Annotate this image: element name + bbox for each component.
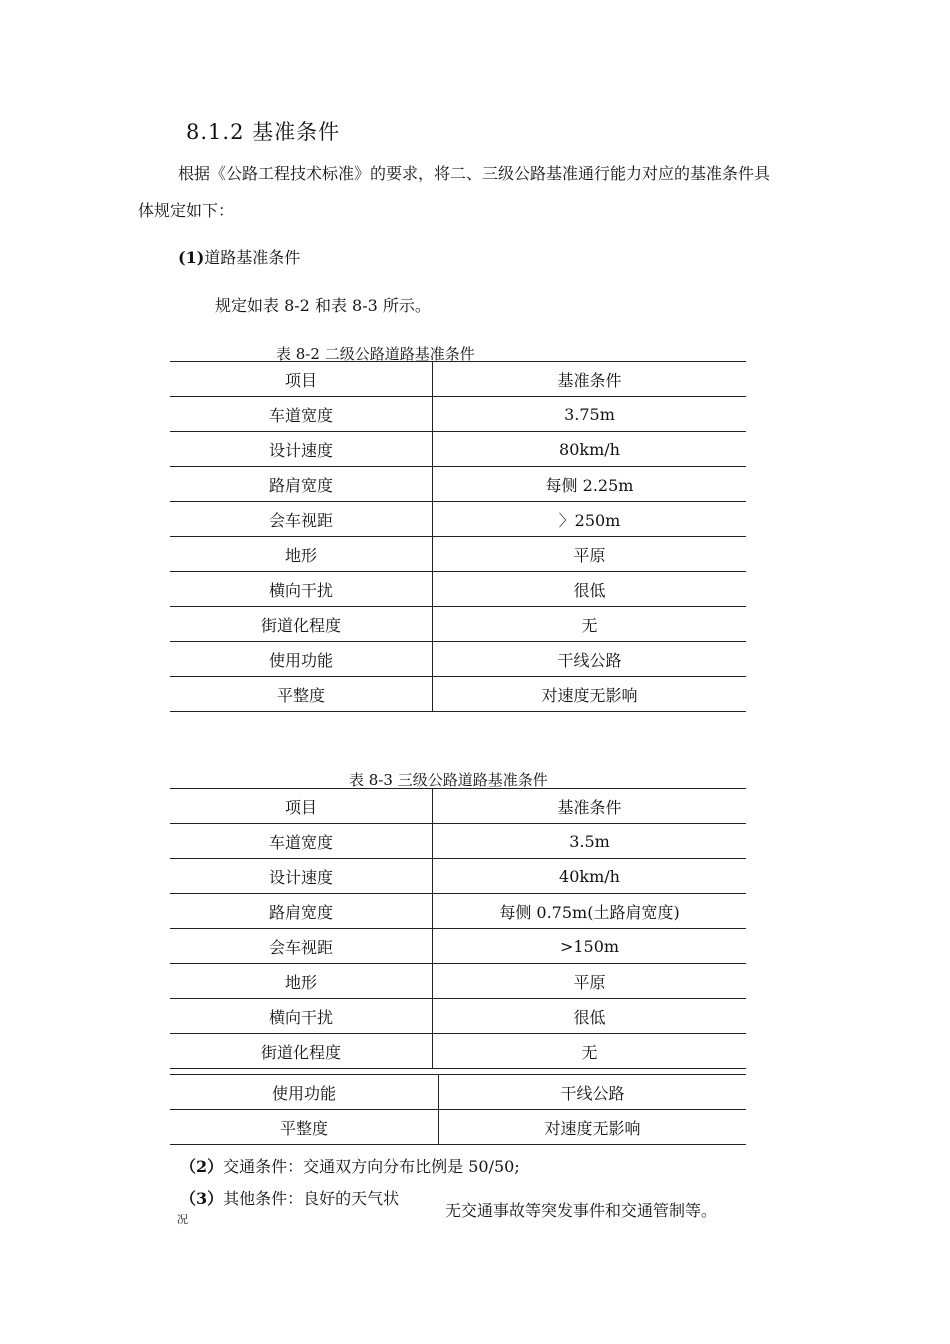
cell-condition: 每侧 2.25m — [433, 467, 747, 502]
cell-item: 平整度 — [170, 677, 433, 712]
road-conditions-title: 道路基准条件 — [204, 248, 301, 267]
other-conditions — [180, 1188, 399, 1210]
table-row — [170, 642, 746, 677]
table-row — [170, 537, 746, 572]
cell-item: 平整度 — [170, 1110, 439, 1145]
table-row — [170, 502, 746, 537]
traffic-conditions-text: 交通条件：交通双方向分布比例是 50/50; — [223, 1157, 520, 1176]
cell-condition: 80km/h — [433, 432, 747, 467]
table-82 — [170, 361, 746, 712]
other-conditions-text-part1: 其他条件：良好的天气状 — [223, 1189, 400, 1208]
cell-item: 使用功能 — [170, 1075, 439, 1110]
table-row — [170, 432, 746, 467]
cell-item: 路肩宽度 — [170, 467, 433, 502]
table-row — [170, 929, 746, 964]
table-row — [170, 859, 746, 894]
road-conditions-number: (1) — [178, 248, 205, 267]
table-row — [170, 607, 746, 642]
intro-line-2: 体规定如下： — [138, 201, 235, 220]
cell-condition: 对速度无影响 — [433, 677, 747, 712]
table-row — [170, 677, 746, 712]
road-conditions-desc: 规定如表 8-2 和表 8-3 所示。 — [215, 296, 431, 315]
cell-item: 设计速度 — [170, 859, 433, 894]
cell-condition: >150m — [433, 929, 747, 964]
cell-item: 车道宽度 — [170, 824, 433, 859]
table-row — [170, 467, 746, 502]
cell-condition: 对速度无影响 — [439, 1110, 747, 1145]
table-header-row — [170, 362, 746, 397]
header-cell-item: 项目 — [170, 362, 433, 397]
table-83-continued — [170, 1074, 746, 1145]
table-82-caption: 表 8-2 二级公路道路基准条件 — [276, 345, 475, 363]
cell-item: 地形 — [170, 537, 433, 572]
cell-condition: 很低 — [433, 572, 747, 607]
cell-item: 街道化程度 — [170, 1034, 433, 1069]
cell-item: 街道化程度 — [170, 607, 433, 642]
cell-item: 使用功能 — [170, 642, 433, 677]
table-row — [170, 572, 746, 607]
other-conditions-fragment: 况 — [177, 1213, 188, 1226]
header-cell-item: 项目 — [170, 789, 433, 824]
cell-condition: 很低 — [433, 999, 747, 1034]
table-row — [170, 1075, 746, 1110]
cell-condition: 平原 — [433, 537, 747, 572]
table-row — [170, 824, 746, 859]
cell-condition: 干线公路 — [439, 1075, 747, 1110]
table-header-row — [170, 789, 746, 824]
intro-line-1: 根据《公路工程技术标准》的要求，将二、三级公路基准通行能力对应的基准条件具 — [178, 164, 771, 183]
table-row — [170, 1110, 746, 1145]
other-conditions-text-part2: 无交通事故等突发事件和交通管制等。 — [445, 1201, 718, 1220]
traffic-conditions — [180, 1156, 520, 1178]
table-row — [170, 397, 746, 432]
table-83 — [170, 788, 746, 1069]
table-row — [170, 894, 746, 929]
cell-item: 路肩宽度 — [170, 894, 433, 929]
cell-condition: 3.5m — [433, 824, 747, 859]
table-row — [170, 964, 746, 999]
cell-item: 横向干扰 — [170, 572, 433, 607]
cell-condition: 无 — [433, 607, 747, 642]
cell-condition: 每侧 0.75m(土路肩宽度) — [433, 894, 747, 929]
cell-item: 设计速度 — [170, 432, 433, 467]
cell-item: 车道宽度 — [170, 397, 433, 432]
cell-item: 横向干扰 — [170, 999, 433, 1034]
other-conditions-number: （3） — [180, 1189, 224, 1208]
header-cell-condition: 基准条件 — [433, 789, 747, 824]
table-row — [170, 1034, 746, 1069]
cell-condition: 3.75m — [433, 397, 747, 432]
cell-item: 地形 — [170, 964, 433, 999]
cell-condition: 40km/h — [433, 859, 747, 894]
traffic-conditions-number: （2） — [180, 1157, 224, 1176]
table-row — [170, 999, 746, 1034]
cell-condition: 平原 — [433, 964, 747, 999]
section-heading: 8.1.2 基准条件 — [186, 120, 341, 144]
header-cell-condition: 基准条件 — [433, 362, 747, 397]
table-83-caption: 表 8-3 三级公路道路基准条件 — [349, 771, 548, 789]
road-conditions-label — [178, 247, 300, 269]
cell-item: 会车视距 — [170, 502, 433, 537]
cell-condition: 〉250m — [433, 502, 747, 537]
cell-condition: 无 — [433, 1034, 747, 1069]
cell-condition: 干线公路 — [433, 642, 747, 677]
cell-item: 会车视距 — [170, 929, 433, 964]
